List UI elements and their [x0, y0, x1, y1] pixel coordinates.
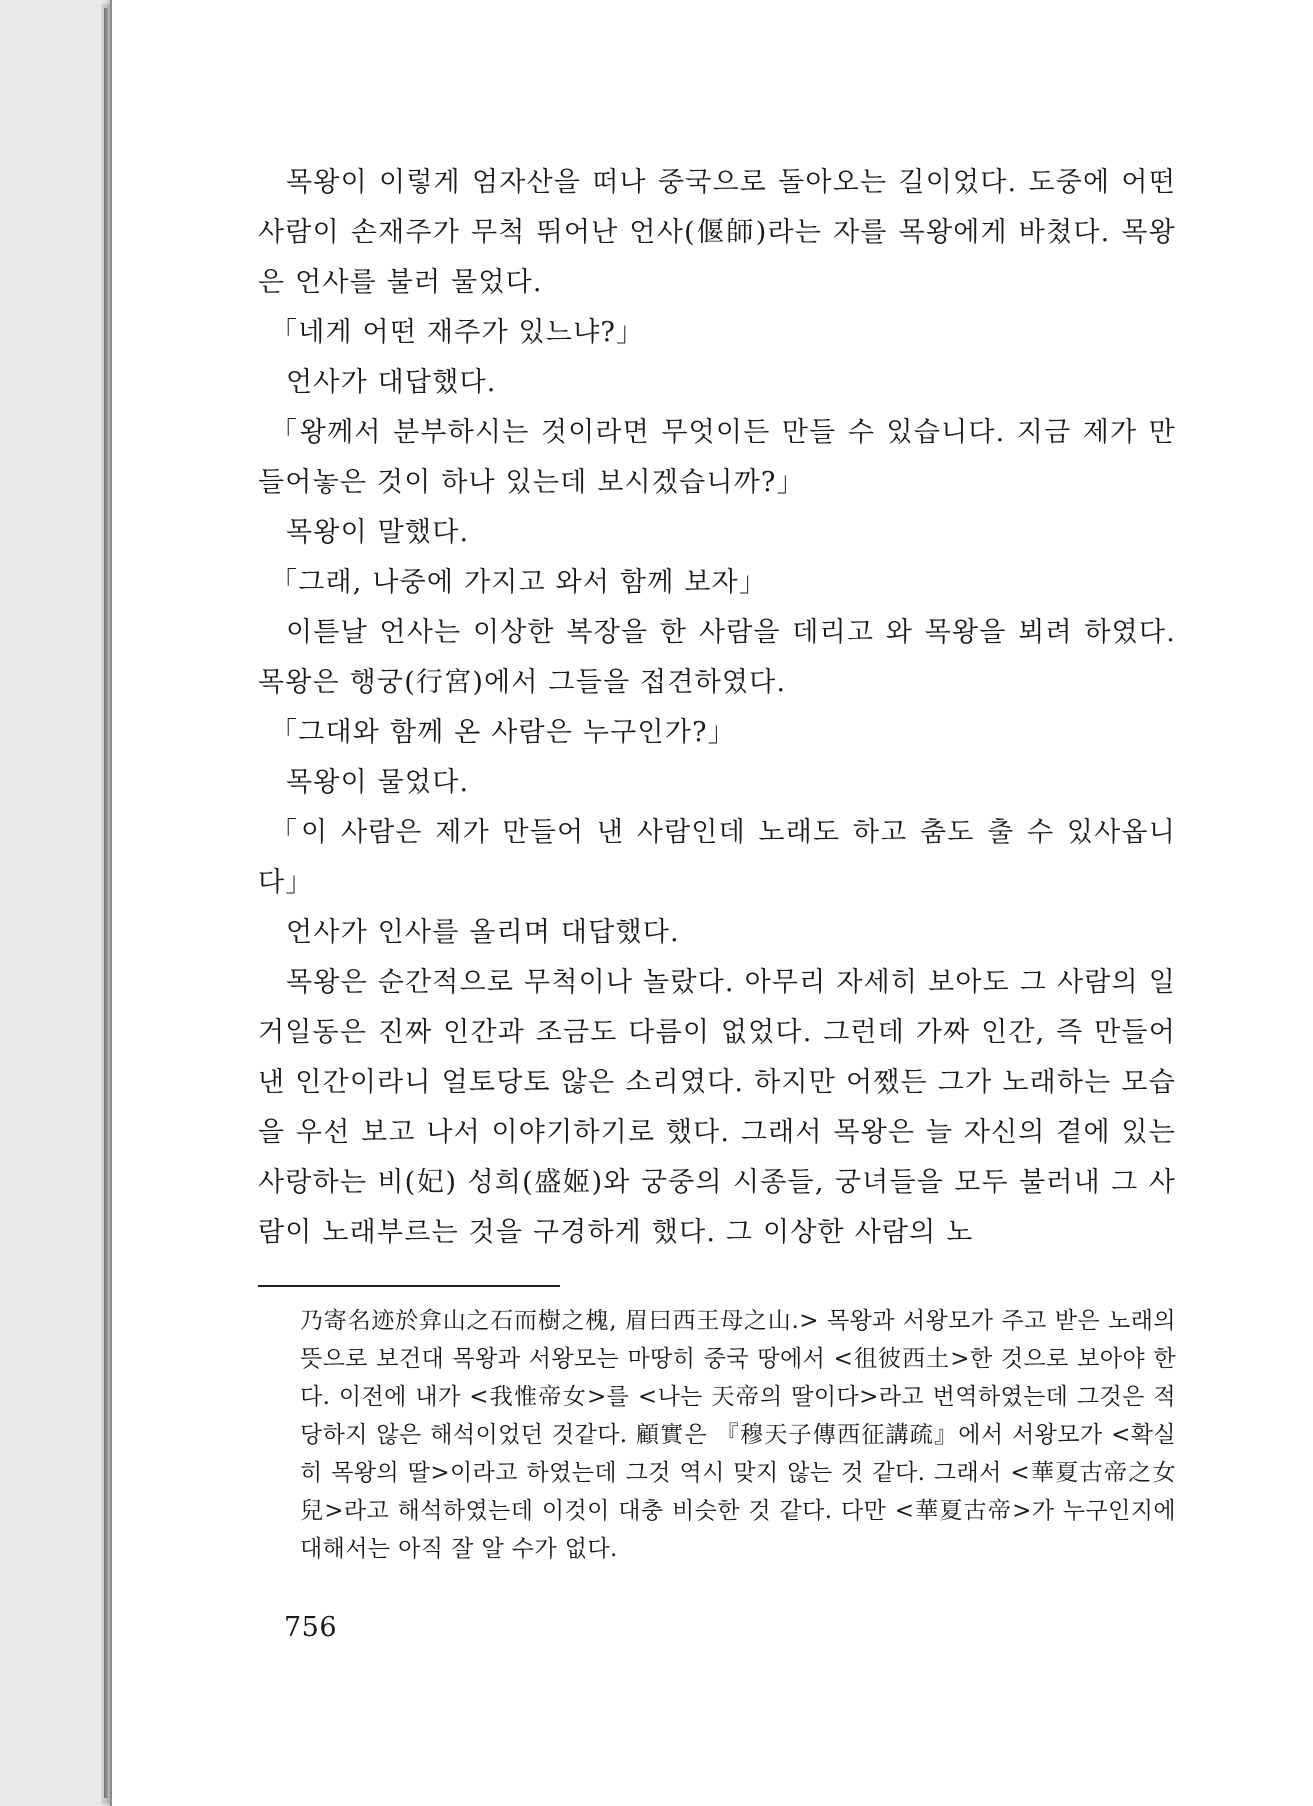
paragraph: 언사가 대답했다.: [286, 367, 497, 398]
paragraph: 목왕이 말했다.: [286, 517, 470, 548]
paragraph: 목왕은 순간적으로 무척이나 놀랐다. 아무리 자세히 보아도 그 사람의 일거일동은 진짜 인간과 조금도 다름이 없었다. 그런데 가짜 인간, 즉 만들어 낸 인간이라니 얼토당토 않은 소리였다. 하지만 어쨌든 그가 노래하는 모습을 우선 보고 나서 이야기하기로 했다. 그래서 목왕은 늘 자신의 곁에 있는 사랑하는 비(妃) 성희(盛姬)와 궁중의 시종들, 궁녀들을 모두 불러내 그 사람이 노래부르는 것을 구경하게 했다. 그 이상한 사람의 노: [258, 967, 1176, 1248]
paragraph: 언사가 인사를 올리며 대답했다.: [286, 917, 680, 948]
dialogue-line: 「그대와 함께 온 사람은 누구인가?」: [270, 717, 736, 748]
paragraph: 이튿날 언사는 이상한 복장을 한 사람을 데리고 와 목왕을 뵈려 하였다. 목왕은 행궁(行宮)에서 그들을 접견하였다.: [258, 617, 1176, 698]
paragraph: 목왕이 물었다.: [286, 767, 470, 798]
page-number: 756: [284, 1612, 338, 1643]
dialogue-line: 「그래, 나중에 가지고 와서 함께 보자」: [270, 567, 768, 598]
paragraph: 목왕이 이렇게 엄자산을 떠나 중국으로 돌아오는 길이었다. 도중에 어떤 사람이 손재주가 무척 뛰어난 언사(偃師)라는 자를 목왕에게 바쳤다. 목왕은 언사를 불러 물었다.: [258, 167, 1176, 298]
main-text: [258, 158, 1176, 1258]
footnote-divider: [258, 1285, 560, 1287]
footnote: 乃寄名迹於弇山之石而樹之槐, 眉曰西王母之山.> 목왕과 서왕모가 주고 받은 노래의 뜻으로 보건대 목왕과 서왕모는 마땅히 중국 땅에서 <徂彼西土>한 것으로 보아야 한다. 이전에 내가 <我惟帝女>를 <나는 天帝의 딸이다>라고 번역하였는데 그것은 적당하지 않은 해석이었던 것같다. 顧實은 『穆天子傳西征講疏』에서 서왕모가 <확실히 목왕의 딸>이라고 하였는데 그것 역시 맞지 않는 것 같다. 그래서 <華夏古帝之女兒>라고 해석하였는데 이것이 대충 비슷한 것 같다. 다만 <華夏古帝>가 누구인지에 대해서는 아직 잘 알 수가 없다.: [300, 1308, 1176, 1562]
dialogue-line: 「네게 어떤 재주가 있느냐?」: [270, 317, 645, 348]
page-edge: [104, 8, 108, 1798]
dialogue-line: 「왕께서 분부하시는 것이라면 무엇이든 만들 수 있습니다. 지금 제가 만들어놓은 것이 하나 있는데 보시겠습니까?」: [258, 417, 1176, 498]
dialogue-line: 「이 사람은 제가 만들어 낸 사람인데 노래도 하고 춤도 출 수 있사옵니다」: [258, 817, 1176, 898]
